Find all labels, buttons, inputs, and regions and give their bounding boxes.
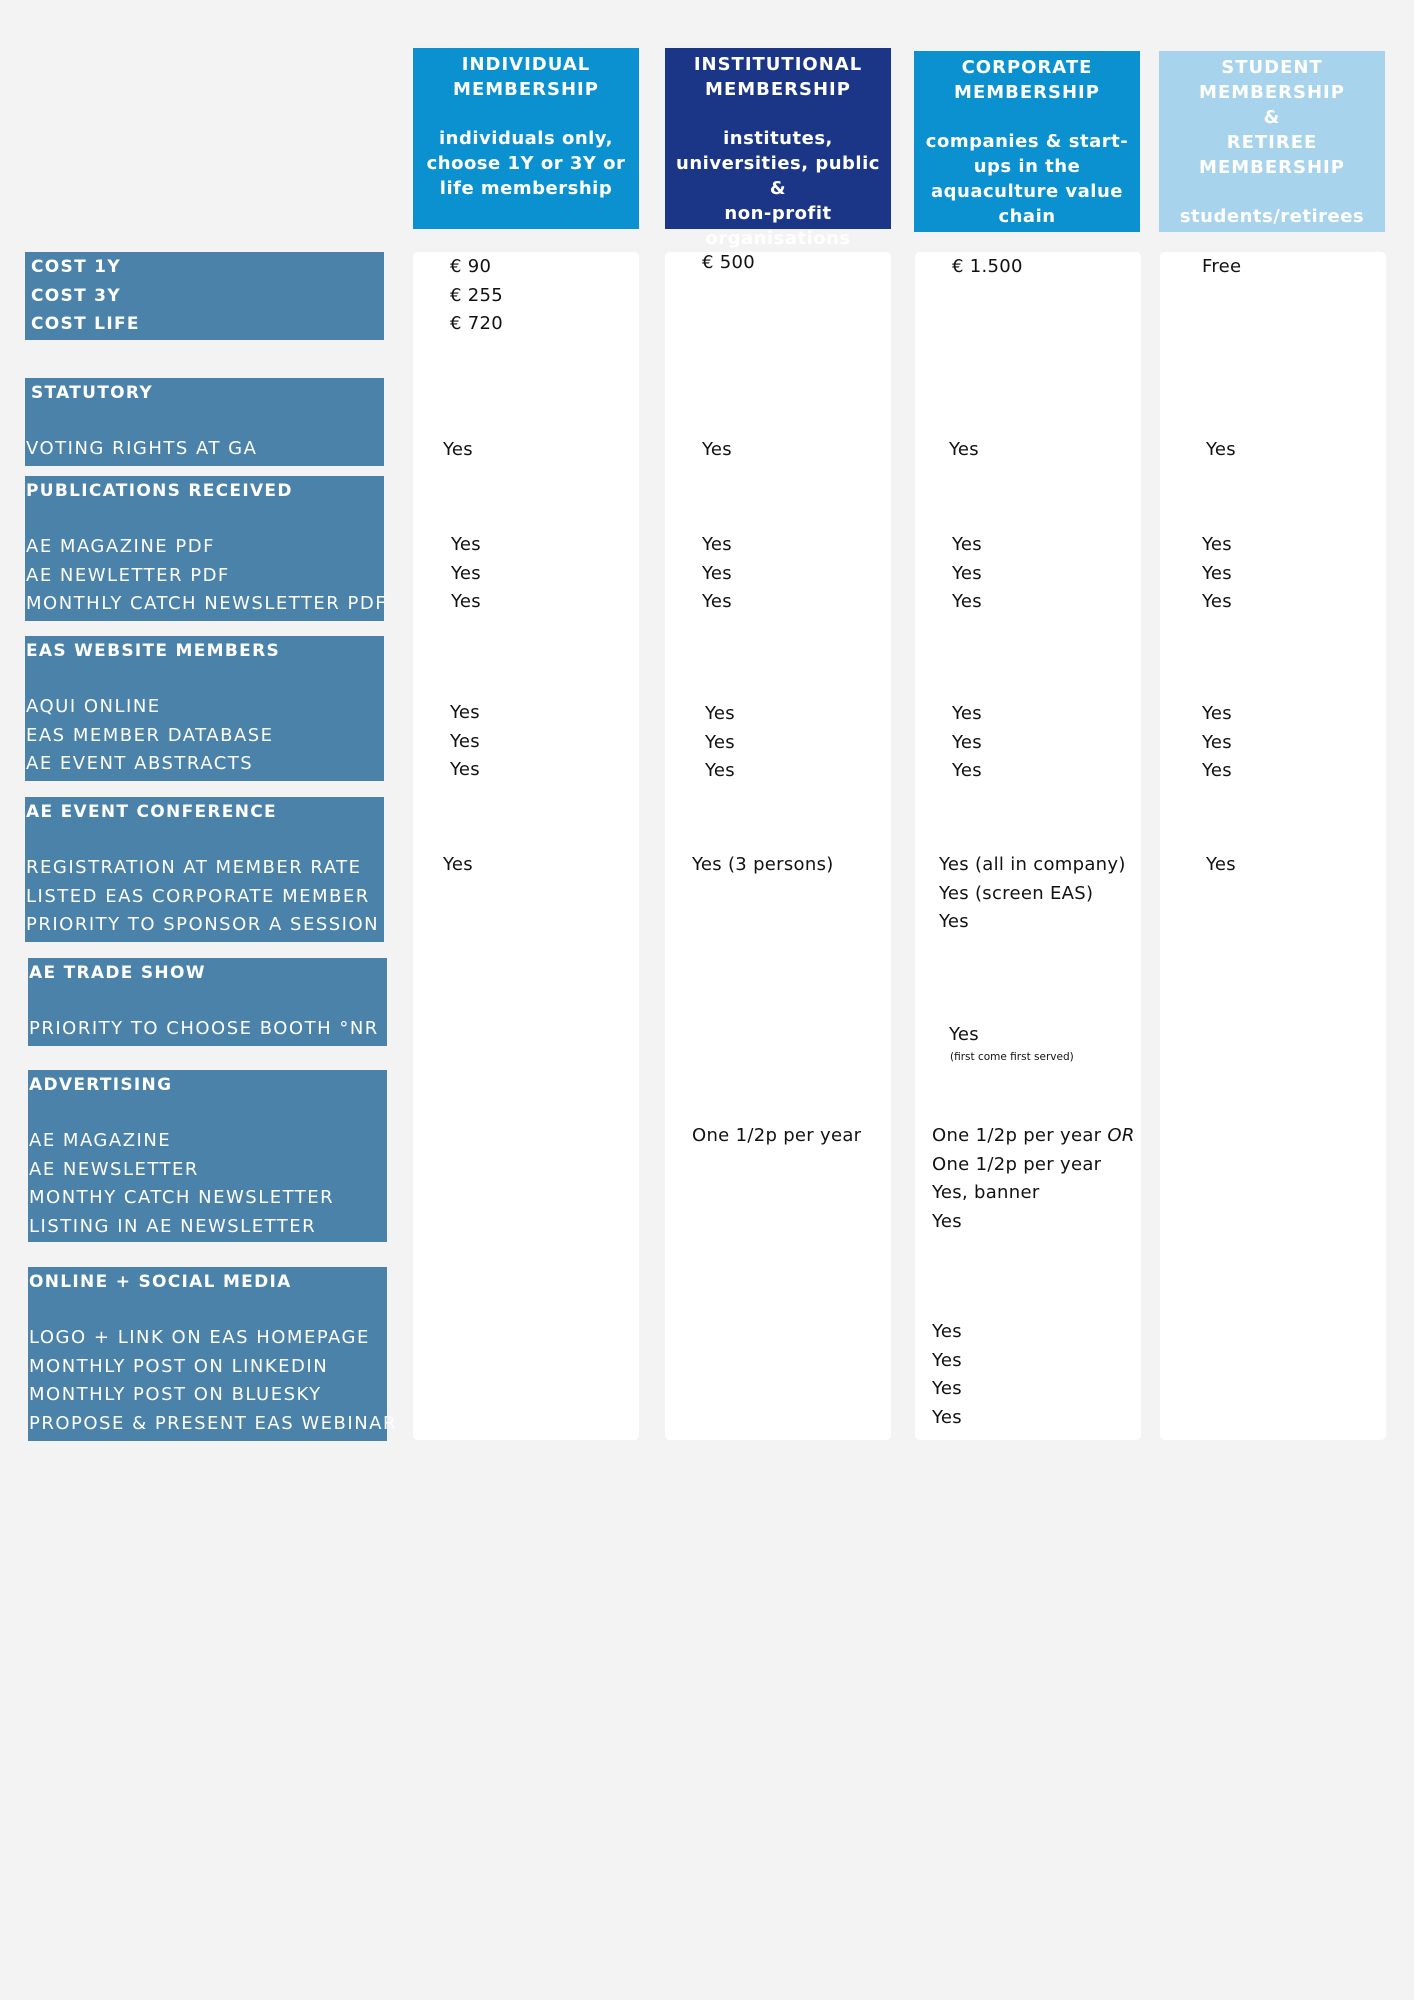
value: Yes (all in company) xyxy=(939,854,1126,875)
header-subtitle: companies & start- ups in the aquaculture value chain xyxy=(925,131,1129,227)
individual-publications xyxy=(451,531,481,617)
cost-3y-value: € 255 xyxy=(450,284,504,306)
label-cost-3y: COST 3Y xyxy=(31,285,121,306)
value: Yes xyxy=(952,591,982,613)
value: One 1/2p per year xyxy=(932,1153,1102,1175)
value: Yes xyxy=(952,731,982,753)
row-label: MONTHLY CATCH NEWSLETTER PDF xyxy=(26,593,388,615)
label-tradeshow xyxy=(28,958,387,1046)
row-label: PRIORITY TO SPONSOR A SESSION xyxy=(26,914,380,936)
header-institutional xyxy=(665,48,891,249)
institutional-cost: € 500 xyxy=(702,252,756,273)
student-publications xyxy=(1202,531,1232,617)
institutional-publications xyxy=(702,531,732,617)
header-student xyxy=(1159,51,1385,232)
header-title: STUDENT MEMBERSHIP & RETIREE MEMBERSHIP xyxy=(1199,57,1345,178)
header-title: CORPORATE MEMBERSHIP xyxy=(954,57,1100,103)
student-website xyxy=(1202,700,1232,786)
value: Yes xyxy=(1202,731,1232,753)
corporate-tradeshow-note: (first come first served) xyxy=(950,1051,1074,1063)
value: Yes xyxy=(952,562,982,584)
value: Yes xyxy=(705,760,735,782)
header-subtitle: institutes, universities, public & non-profit organisations xyxy=(676,128,880,249)
individual-conference: Yes xyxy=(443,854,473,875)
value: Yes xyxy=(451,534,481,555)
value: Yes xyxy=(1202,591,1232,613)
row-label: AE EVENT ABSTRACTS xyxy=(26,753,254,775)
column-student xyxy=(1160,252,1386,1440)
section-title: PUBLICATIONS RECEIVED xyxy=(26,481,293,501)
value: Yes xyxy=(939,911,969,933)
row-label: VOTING RIGHTS AT GA xyxy=(26,438,258,459)
corporate-conference xyxy=(939,851,1126,937)
individual-voting: Yes xyxy=(443,439,473,460)
corporate-social xyxy=(932,1318,962,1432)
institutional-advertising: One 1/2p per year xyxy=(692,1125,862,1146)
value: Yes xyxy=(952,703,982,724)
row-label: PRIORITY TO CHOOSE BOOTH °NR xyxy=(29,1018,379,1039)
institutional-conference: Yes (3 persons) xyxy=(692,854,834,875)
row-label: AE NEWSLETTER xyxy=(29,1158,199,1180)
value: Yes xyxy=(705,703,735,724)
student-cost: Free xyxy=(1202,256,1242,277)
value: Yes xyxy=(451,562,481,584)
advertising-magazine-value: One 1/2p per year xyxy=(932,1125,1102,1146)
student-conference: Yes xyxy=(1206,854,1236,875)
corporate-tradeshow: Yes xyxy=(949,1024,979,1045)
corporate-cost: € 1.500 xyxy=(952,256,1023,277)
column-individual xyxy=(413,252,639,1440)
label-cost xyxy=(25,252,384,340)
header-corporate xyxy=(914,51,1140,232)
label-conference xyxy=(25,797,384,942)
institutional-voting: Yes xyxy=(702,439,732,460)
value: Yes xyxy=(705,731,735,753)
section-title: ONLINE + SOCIAL MEDIA xyxy=(29,1272,292,1292)
value: Yes xyxy=(450,759,480,781)
individual-cost xyxy=(450,253,503,339)
column-institutional xyxy=(665,252,891,1440)
row-label: AE MAGAZINE xyxy=(29,1130,172,1151)
row-label: REGISTRATION AT MEMBER RATE xyxy=(26,857,362,878)
cost-life-value: € 720 xyxy=(450,313,504,335)
value: Yes xyxy=(1202,760,1232,782)
row-label: MONTHLY POST ON LINKEDIN xyxy=(29,1355,329,1377)
value: Yes xyxy=(1202,703,1232,724)
corporate-publications xyxy=(952,531,982,617)
corporate-voting: Yes xyxy=(949,439,979,460)
section-title: STATUTORY xyxy=(31,383,153,403)
row-label: EAS MEMBER DATABASE xyxy=(26,724,274,746)
value: Yes xyxy=(952,534,982,555)
value: Yes xyxy=(450,702,480,723)
row-label: AE NEWLETTER PDF xyxy=(26,564,230,586)
header-individual xyxy=(413,48,639,229)
header-title: INDIVIDUAL MEMBERSHIP xyxy=(453,54,599,100)
value: Yes xyxy=(702,534,732,555)
header-subtitle: individuals only, choose 1Y or 3Y or life membership xyxy=(426,128,626,199)
label-cost-life: COST LIFE xyxy=(31,314,140,335)
value: Yes xyxy=(932,1406,962,1428)
student-voting: Yes xyxy=(1206,439,1236,460)
label-publications xyxy=(25,476,388,621)
value: Yes (screen EAS) xyxy=(939,882,1094,904)
value: Yes xyxy=(1202,562,1232,584)
value: Yes, banner xyxy=(932,1182,1040,1204)
advertising-or: OR xyxy=(1107,1125,1135,1146)
row-label: LISTING IN AE NEWSLETTER xyxy=(29,1215,317,1237)
column-corporate xyxy=(915,252,1141,1440)
label-social xyxy=(28,1267,397,1441)
row-label: AE MAGAZINE PDF xyxy=(26,536,215,557)
section-title: EAS WEBSITE MEMBERS xyxy=(26,641,281,661)
individual-website xyxy=(450,699,480,785)
corporate-advertising xyxy=(932,1122,1135,1236)
value: Yes xyxy=(932,1210,962,1232)
label-cost-1y: COST 1Y xyxy=(31,257,121,277)
value: Yes xyxy=(932,1349,962,1371)
row-label: LOGO + LINK ON EAS HOMEPAGE xyxy=(29,1327,370,1348)
value: Yes xyxy=(702,562,732,584)
header-title: INSTITUTIONAL MEMBERSHIP xyxy=(693,54,863,100)
row-label: PROPOSE & PRESENT EAS WEBINAR xyxy=(29,1412,397,1434)
value: Yes xyxy=(702,591,732,613)
row-label: AQUI ONLINE xyxy=(26,696,161,717)
row-label: LISTED EAS CORPORATE MEMBER xyxy=(26,885,370,907)
row-label: MONTHY CATCH NEWSLETTER xyxy=(29,1187,335,1209)
value: Yes xyxy=(932,1378,962,1400)
row-label: MONTHLY POST ON BLUESKY xyxy=(29,1384,322,1406)
institutional-website xyxy=(705,700,735,786)
section-title: AE TRADE SHOW xyxy=(29,963,206,983)
label-statutory xyxy=(25,378,384,466)
value: Yes xyxy=(450,730,480,752)
section-title: ADVERTISING xyxy=(29,1075,173,1095)
value: Yes xyxy=(932,1321,962,1342)
header-subtitle: students/retirees xyxy=(1179,206,1365,227)
value: Yes xyxy=(1202,534,1232,555)
value: Yes xyxy=(451,591,481,613)
label-website xyxy=(25,636,384,781)
corporate-website xyxy=(952,700,982,786)
value xyxy=(932,1122,1135,1151)
value: Yes xyxy=(952,760,982,782)
cost-1y-value: € 90 xyxy=(450,256,492,277)
section-title: AE EVENT CONFERENCE xyxy=(26,802,277,822)
label-advertising xyxy=(28,1070,387,1242)
